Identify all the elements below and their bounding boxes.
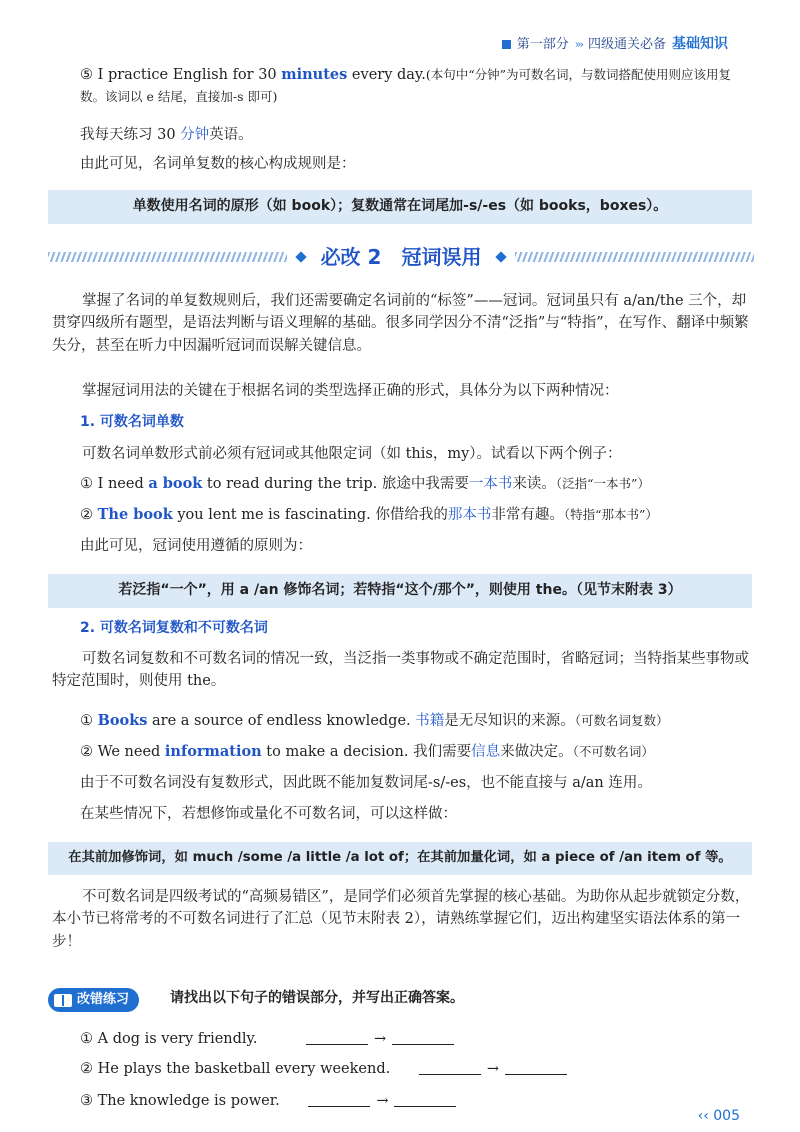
example-text: I need <box>97 476 149 492</box>
example-text: 非常有趣。 <box>491 507 564 523</box>
answer-blank[interactable] <box>505 1074 567 1075</box>
example-text: I practice English for 30 <box>97 67 282 83</box>
translation-text: 英语。 <box>209 127 253 143</box>
example-1 <box>80 473 780 495</box>
example-note: （不可数名词） <box>572 744 654 759</box>
example-text: are a source of endless knowledge. <box>147 713 416 729</box>
keyword: Books <box>97 712 148 729</box>
keyword: The book <box>97 506 173 523</box>
exercise-badge <box>48 988 139 1012</box>
example-text: 来做决定。 <box>500 744 573 760</box>
book-icon <box>54 994 72 1007</box>
example-text: 来读。 <box>512 476 556 492</box>
rule-box-2: 若泛指“一个”，用 a /an 修饰名词；若特指“这个/那个”，则使用 the。（见节末附表 3） <box>48 574 752 608</box>
answer-blank[interactable] <box>419 1074 481 1075</box>
paragraph-4: 由此可见，冠词使用遵循的原则为： <box>80 538 312 554</box>
answer-blank[interactable] <box>308 1106 370 1107</box>
item-number: ⑤ <box>80 67 93 83</box>
item-number: ③ <box>80 1093 93 1109</box>
example-text: you lent me is fascinating. 你借给我的 <box>172 507 448 523</box>
item-number: ① <box>80 476 93 492</box>
item-number: ② <box>80 1061 93 1077</box>
exercise-sentence: A dog is very friendly. <box>97 1031 258 1047</box>
square-icon <box>502 40 511 49</box>
keyword: a book <box>148 475 203 492</box>
rule-box-1: 单数使用名词的原形（如 book）；复数通常在词尾加-s/-es（如 books，boxes）。 <box>48 190 752 224</box>
header-title: 四级通关必备 <box>587 36 666 52</box>
translation-keyword: 那本书 <box>447 507 492 523</box>
page-number-value: 005 <box>713 1108 740 1125</box>
paragraph-6: 由于不可数名词没有复数形式，因此既不能加复数词尾-s/-es，也不能直接与 a/an 连用。 <box>80 775 652 791</box>
example-text: We need <box>97 744 165 760</box>
exercise-sentence: The knowledge is power. <box>97 1093 280 1109</box>
keyword: minutes <box>281 66 348 83</box>
exercise-item-2 <box>80 1058 573 1080</box>
paragraph-8: 不可数名词是四级考试的“高频易错区”，是同学们必须首先掌握的核心基础。为助你从起步就锁定分数，本小节已将常考的不可数名词进行了汇总（见节末附表 2），请熟练掌握它们，迈出构建坚实语法体系的第一步！ <box>52 889 750 950</box>
section-title-bar <box>48 240 754 274</box>
answer-blank[interactable] <box>392 1044 454 1045</box>
example-text: every day. <box>347 67 426 83</box>
item-number: ① <box>80 713 93 729</box>
exercise-badge-label: 改错练习 <box>77 991 130 1007</box>
exercise-instruction: 请找出以下句子的错误部分，并写出正确答案。 <box>170 990 464 1006</box>
example-5 <box>80 64 750 109</box>
exercise-item-3 <box>80 1090 462 1112</box>
translation-keyword: 信息 <box>471 744 501 760</box>
example-text: 是无尽知识的来源。 <box>444 713 575 729</box>
stripes-decoration <box>515 252 754 262</box>
example-note: （泛指“一本书”） <box>555 476 650 491</box>
arrow-icon: → <box>374 1031 387 1047</box>
example-note: （可数名词复数） <box>574 713 669 728</box>
arrow-icon: → <box>376 1093 389 1109</box>
subheading-1: 1. 可数名词单数 <box>80 414 184 430</box>
paragraph-3: 可数名词单数形式前必须有冠词或其他限定词（如 this，my）。试看以下两个例子： <box>82 446 622 462</box>
rule-intro: 由此可见，名词单复数的核心构成规则是： <box>80 156 356 172</box>
answer-blank[interactable] <box>306 1044 368 1045</box>
exercise-item-1 <box>80 1028 460 1050</box>
translation-text: 我每天练习 30 <box>80 127 181 143</box>
paragraph-2: 掌握冠词用法的关键在于根据名词的类型选择正确的形式，具体分为以下两种情况： <box>82 383 619 399</box>
page-number <box>698 1106 740 1128</box>
translation-keyword: 一本书 <box>468 476 513 492</box>
example-text: to read during the trip. 旅途中我需要 <box>202 476 469 492</box>
exercise-sentence: He plays the basketball every weekend. <box>97 1061 391 1077</box>
keyword: information <box>164 743 262 760</box>
stripes-decoration <box>48 252 287 262</box>
item-number: ① <box>80 1031 93 1047</box>
paragraph-7: 在某些情况下，若想修饰或量化不可数名词，可以这样做： <box>80 806 457 822</box>
example-5-translation <box>80 124 780 146</box>
rule-box-3: 在其前加修饰词，如 much /some /a little /a lot of；在其前加量化词，如 a piece of /an item of 等。 <box>48 842 752 875</box>
item-number: ② <box>80 507 93 523</box>
arrow-icon: → <box>486 1061 500 1077</box>
header-part: 第一部分 <box>516 36 569 52</box>
example-note: (本句中“分钟”为可数名词，与数词搭配使用则应该用复数。该词以 e 结尾，直接加-s 即可) <box>80 67 731 105</box>
running-header <box>502 34 728 56</box>
example-3 <box>80 710 780 732</box>
page-prefix: ‹‹ <box>697 1108 709 1125</box>
paragraph-1: 掌握了名词的单复数规则后，我们还需要确定名词前的“标签”——冠词。冠词虽只有 a/an/the 三个，却贯穿四级所有题型，是语法判断与语义理解的基础。很多同学因分不清“泛指”与“特指”，在写作、翻译中频繁失分，甚至在听力中因漏听冠词而误解关键信息。 <box>52 293 749 354</box>
diamond-icon <box>496 251 507 262</box>
header-title-highlight: 基础知识 <box>672 36 728 52</box>
answer-blank[interactable] <box>394 1106 456 1107</box>
example-note: （特指“那本书”） <box>563 507 658 522</box>
item-number: ② <box>80 744 93 760</box>
example-4 <box>80 741 780 763</box>
paragraph-5: 可数名词复数和不可数名词的情况一致，当泛指一类事物或不确定范围时，省略冠词；当特指某些事物或特定范围时，则使用 the。 <box>52 651 749 690</box>
example-2 <box>80 504 780 526</box>
arrows-icon: ››› <box>574 38 582 52</box>
example-text: to make a decision. 我们需要 <box>261 744 472 760</box>
diamond-icon <box>295 251 306 262</box>
translation-keyword: 分钟 <box>180 127 210 143</box>
subheading-2: 2. 可数名词复数和不可数名词 <box>80 620 268 636</box>
section-title: 必改 2 冠词误用 <box>320 244 482 269</box>
translation-keyword: 书籍 <box>415 713 445 729</box>
